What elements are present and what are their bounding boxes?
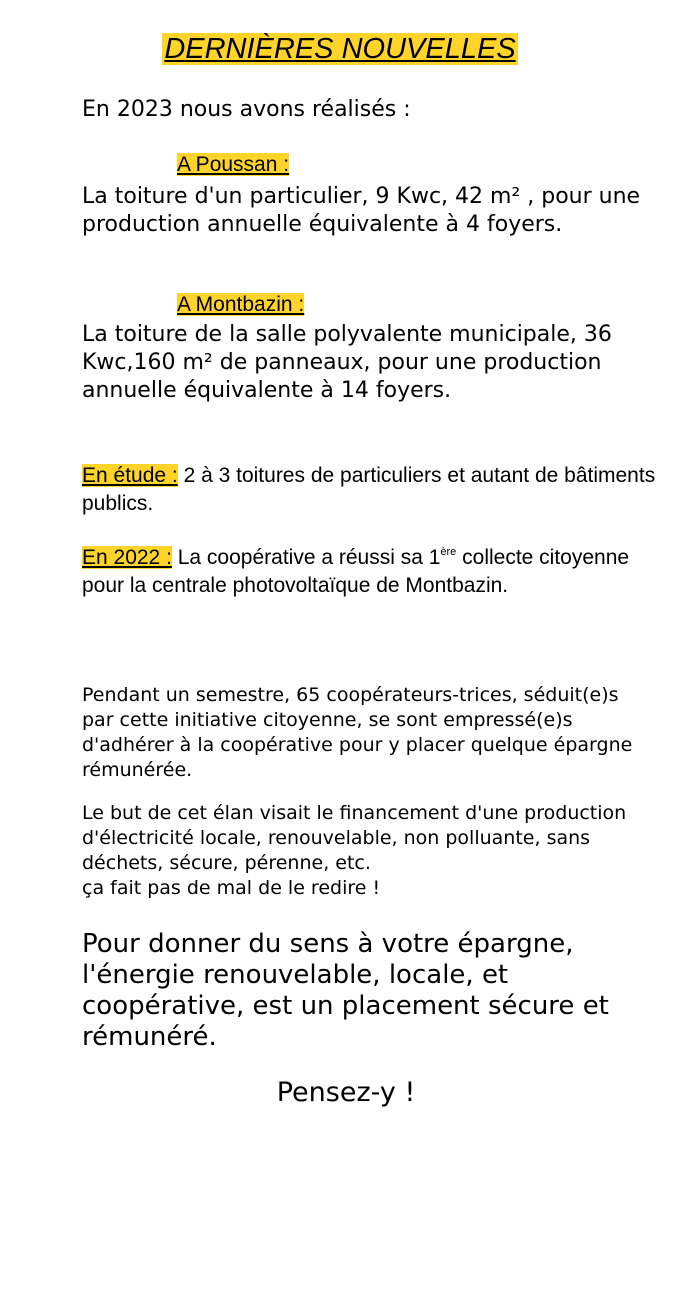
etude-paragraph [82,462,662,518]
title-text: DERNIÈRES NOUVELLES [164,33,516,65]
page-title [0,33,680,66]
poussan-heading: A Poussan : [177,153,290,176]
y2022-superscript: ère [440,546,457,558]
montbazin-heading-row [82,293,662,317]
goal-reminder: ça fait pas de mal de le redire ! [82,877,381,899]
y2022-label: En 2022 : [82,546,172,569]
goal-text: Le but de cet élan visait le financement d'une production d'électricité locale, renouvelable, non polluante, sans déchets, sécure, pérenne, etc. [82,802,627,874]
intro-text: En 2023 nous avons réalisés : [82,97,411,122]
goal-paragraph [82,801,642,901]
y2022-text-before: La coopérative a réussi sa 1 [171,546,441,569]
pensez-y-text: Pensez-y ! [276,1077,416,1108]
y2022-paragraph [82,544,662,600]
montbazin-heading: A Montbazin : [177,293,305,316]
poussan-heading-row [82,153,662,177]
etude-text: 2 à 3 toitures de particuliers et autant de bâtiments publics. [82,464,656,515]
closing-paragraph: Pour donner du sens à votre épargne, l'énergie renouvelable, locale, et coopérative, est un placement sécure et rémunéré. [82,929,609,1052]
etude-label: En étude : [82,464,178,487]
y2022-text-after: collecte citoyenne pour la centrale photovoltaïque de Montbazin. [82,546,630,597]
semester-paragraph: Pendant un semestre, 65 coopérateurs-trices, séduit(e)s par cette initiative citoyenne, se sont empressé(e)s d'adhérer à la coopérative pour y placer quelque épargne rémunérée. [82,684,633,781]
poussan-text: La toiture d'un particulier, 9 Kwc, 42 m² , pour une production annuelle équivalente à 4 foyers. [82,184,641,237]
montbazin-text: La toiture de la salle polyvalente municipale, 36 Kwc,160 m² de panneaux, pour une production annuelle équivalente à 14 foyers. [82,322,612,403]
